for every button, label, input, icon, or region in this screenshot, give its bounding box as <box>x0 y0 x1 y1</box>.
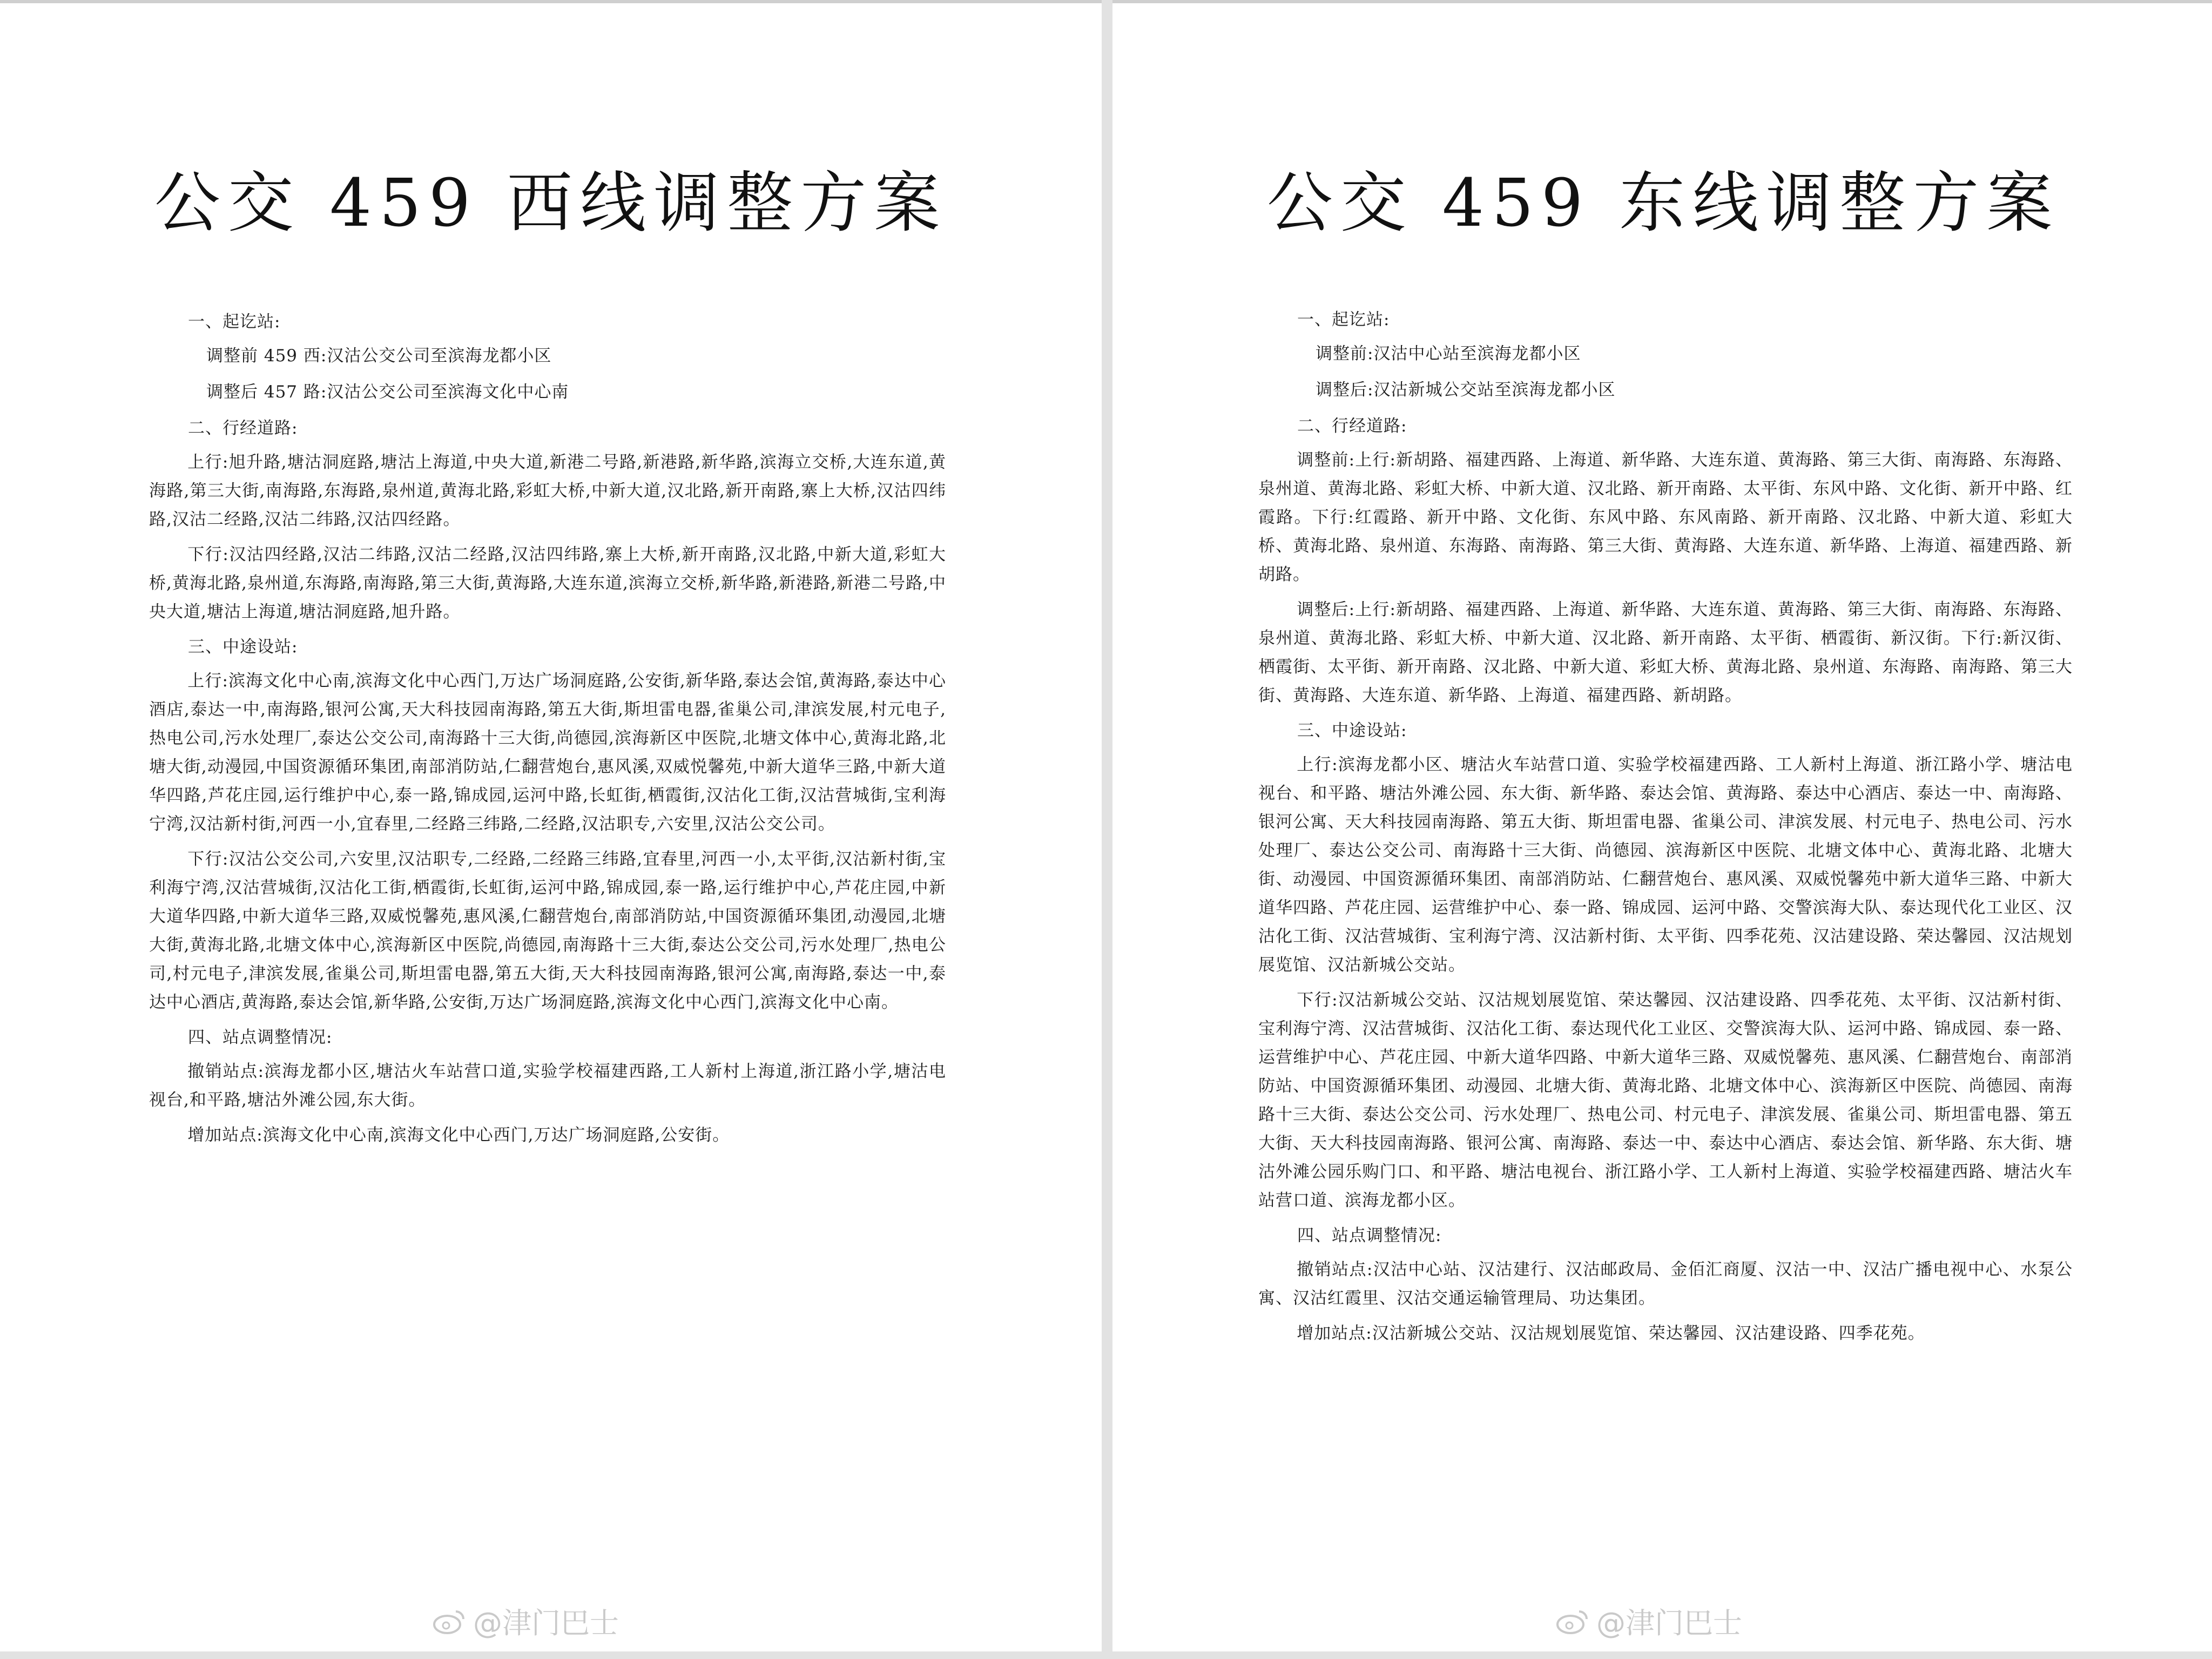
section-heading-terminals: 一、起讫站: <box>188 312 281 332</box>
watermark <box>432 1600 619 1642</box>
document-body <box>1258 304 2073 1354</box>
page-title: 公交 459 东线调整方案 <box>1266 165 2060 241</box>
section-heading-route: 二、行经道路: <box>1297 416 1407 436</box>
terminals-before: 调整前:汉沽中心站至滨海龙都小区 <box>1316 344 1581 363</box>
section-heading-adjustment: 四、站点调整情况: <box>188 1028 333 1047</box>
route-upbound: 上行:旭升路,塘沽洞庭路,塘沽上海道,中央大道,新港二号路,新港路,新华路,滨海立交桥,大连东道,黄海路,第三大街,南海路,东海路,泉州道,黄海北路,彩虹大桥,中新大道,汉北路,新开南路,寨上大桥,汉沽四纬路,汉沽二经路,汉沽二纬路,汉沽四经路。 <box>149 453 946 529</box>
stops-cancelled: 撤销站点:汉沽中心站、汉沽建行、汉沽邮政局、金佰汇商厦、汉沽一中、汉沽广播电视中心、水泵公寓、汉沽红霞里、汉沽交通运输管理局、功达集团。 <box>1258 1260 2073 1308</box>
section-heading-terminals: 一、起讫站: <box>1297 310 1390 329</box>
document-body <box>149 306 946 1156</box>
section-heading-route: 二、行经道路: <box>188 419 298 438</box>
route-downbound: 下行:汉沽四经路,汉沽二纬路,汉沽二经路,汉沽四纬路,寨上大桥,新开南路,汉北路,中新大道,彩虹大桥,黄海北路,泉州道,东海路,南海路,第三大街,黄海路,大连东道,滨海立交桥,新华路,新港路,新港二号路,中央大道,塘沽上海道,塘沽洞庭路,旭升路。 <box>149 545 946 622</box>
right-document-page <box>1112 0 2212 1651</box>
watermark-text: @津门巴士 <box>473 1606 619 1640</box>
watermark <box>1555 1600 1742 1642</box>
stops-downbound: 下行:汉沽公交公司,六安里,汉沽职专,二经路,二经路三纬路,宜春里,河西一小,太平街,汉沽新村街,宝利海宁湾,汉沽营城街,汉沽化工街,栖霞街,长虹街,运河中路,锦成园,泰一路,运行维护中心,芦花庄园,中新大道华四路,中新大道华三路,双威悦馨苑,惠风溪,仁翻营炮台,南部消防站,中国资源循环集团,动漫园,北塘大街,黄海北路,北塘文体中心,滨海新区中医院,尚德园,南海路十三大街,泰达公交公司,污水处理厂,热电公司,村元电子,津滨发展,雀巢公司,斯坦雷电器,第五大街,天大科技园南海路,银河公寓,南海路,泰达一中,泰达中心酒店,黄海路,泰达会馆,新华路,公安街,万达广场洞庭路,滨海文化中心西门,滨海文化中心南。 <box>149 849 946 1012</box>
terminals-after: 调整后:汉沽新城公交站至滨海龙都小区 <box>1316 380 1616 400</box>
watermark-text: @津门巴士 <box>1596 1606 1742 1640</box>
section-heading-adjustment: 四、站点调整情况: <box>1297 1226 1442 1245</box>
stops-downbound: 下行:汉沽新城公交站、汉沽规划展览馆、荣达馨园、汉沽建设路、四季花苑、太平街、汉沽新村街、宝利海宁湾、汉沽营城街、汉沽化工街、泰达现代化工业区、交警滨海大队、运河中路、锦成园、泰一路、运营维护中心、芦花庄园、中新大道华四路、中新大道华三路、双威悦馨苑、惠风溪、仁翻营炮台、南部消防站、中国资源循环集团、动漫园、北塘大街、黄海北路、北塘文体中心、滨海新区中医院、尚德园、南海路十三大街、泰达公交公司、污水处理厂、热电公司、村元电子、津滨发展、雀巢公司、斯坦雷电器、第五大街、天大科技园南海路、银河公寓、南海路、泰达一中、泰达中心酒店、泰达会馆、新华路、东大街、塘沽外滩公园乐购门口、和平路、塘沽电视台、浙江路小学、工人新村上海道、实验学校福建西路、塘沽火车站营口道、滨海龙都小区。 <box>1258 990 2073 1210</box>
stops-upbound: 上行:滨海文化中心南,滨海文化中心西门,万达广场洞庭路,公安街,新华路,泰达会馆,黄海路,泰达中心酒店,泰达一中,南海路,银河公寓,天大科技园南海路,第五大街,斯坦雷电器,雀巢公司,津滨发展,村元电子,热电公司,污水处理厂,泰达公交公司,南海路十三大街,尚德园,滨海新区中医院,北塘文体中心,黄海北路,北塘大街,动漫园,中国资源循环集团,南部消防站,仁翻营炮台,惠风溪,双威悦馨苑,中新大道华三路,中新大道华四路,芦花庄园,运行维护中心,泰一路,锦成园,运河中路,长虹街,栖霞街,汉沽化工街,汉沽营城街,宝利海宁湾,汉沽新村街,河西一小,宜春里,二经路三纬路,二经路,汉沽职专,六安里,汉沽公交公司。 <box>149 671 946 834</box>
stops-cancelled: 撤销站点:滨海龙都小区,塘沽火车站营口道,实验学校福建西路,工人新村上海道,浙江路小学,塘沽电视台,和平路,塘沽外滩公园,东大街。 <box>149 1062 946 1110</box>
terminals-after: 调整后 457 路:汉沽公交公司至滨海文化中心南 <box>206 382 569 402</box>
page-title: 公交 459 西线调整方案 <box>154 165 948 241</box>
route-after: 调整后:上行:新胡路、福建西路、上海道、新华路、大连东道、黄海路、第三大街、南海路、东海路、泉州道、黄海北路、彩虹大桥、中新大道、汉北路、新开南路、太平街、栖霞街、新汉街。下行:新汉街、栖霞街、太平街、新开南路、汉北路、中新大道、彩虹大桥、黄海北路、泉州道、东海路、南海路、第三大街、黄海路、大连东道、新华路、上海道、福建西路、新胡路。 <box>1258 600 2073 705</box>
left-document-page <box>0 0 1102 1651</box>
weibo-icon <box>1555 1607 1590 1635</box>
section-heading-stops: 三、中途设站: <box>188 637 298 657</box>
stops-upbound: 上行:滨海龙都小区、塘沽火车站营口道、实验学校福建西路、工人新村上海道、浙江路小学、塘沽电视台、和平路、塘沽外滩公园、东大街、新华路、泰达会馆、黄海路、泰达中心酒店、泰达一中、南海路、银河公寓、天大科技园南海路、第五大街、斯坦雷电器、雀巢公司、津滨发展、村元电子、热电公司、污水处理厂、泰达公交公司、南海路十三大街、尚德园、滨海新区中医院、北塘文体中心、黄海北路、北塘大街、动漫园、中国资源循环集团、南部消防站、仁翻营炮台、惠风溪、双威悦馨苑中新大道华三路、中新大道华四路、芦花庄园、运营维护中心、泰一路、锦成园、运河中路、交警滨海大队、泰达现代化工业区、汉沽化工街、汉沽营城街、宝利海宁湾、汉沽新村街、太平街、四季花苑、汉沽建设路、荣达馨园、汉沽规划展览馆、汉沽新城公交站。 <box>1258 755 2073 975</box>
section-heading-stops: 三、中途设站: <box>1297 721 1407 740</box>
terminals-before: 调整前 459 西:汉沽公交公司至滨海龙都小区 <box>206 346 552 366</box>
weibo-icon <box>432 1607 467 1635</box>
stops-added: 增加站点:滨海文化中心南,滨海文化中心西门,万达广场洞庭路,公安街。 <box>187 1125 730 1145</box>
stops-added: 增加站点:汉沽新城公交站、汉沽规划展览馆、荣达馨园、汉沽建设路、四季花苑。 <box>1297 1324 1925 1343</box>
route-before: 调整前:上行:新胡路、福建西路、上海道、新华路、大连东道、黄海路、第三大街、南海路、东海路、泉州道、黄海北路、彩虹大桥、中新大道、汉北路、新开南路、太平街、东风中路、文化街、新开中路、红霞路。下行:红霞路、新开中路、文化街、东风中路、东风南路、新开南路、汉北路、中新大道、彩虹大桥、黄海北路、泉州道、东海路、南海路、第三大街、黄海路、大连东道、新华路、上海道、福建西路、新胡路。 <box>1258 450 2073 584</box>
